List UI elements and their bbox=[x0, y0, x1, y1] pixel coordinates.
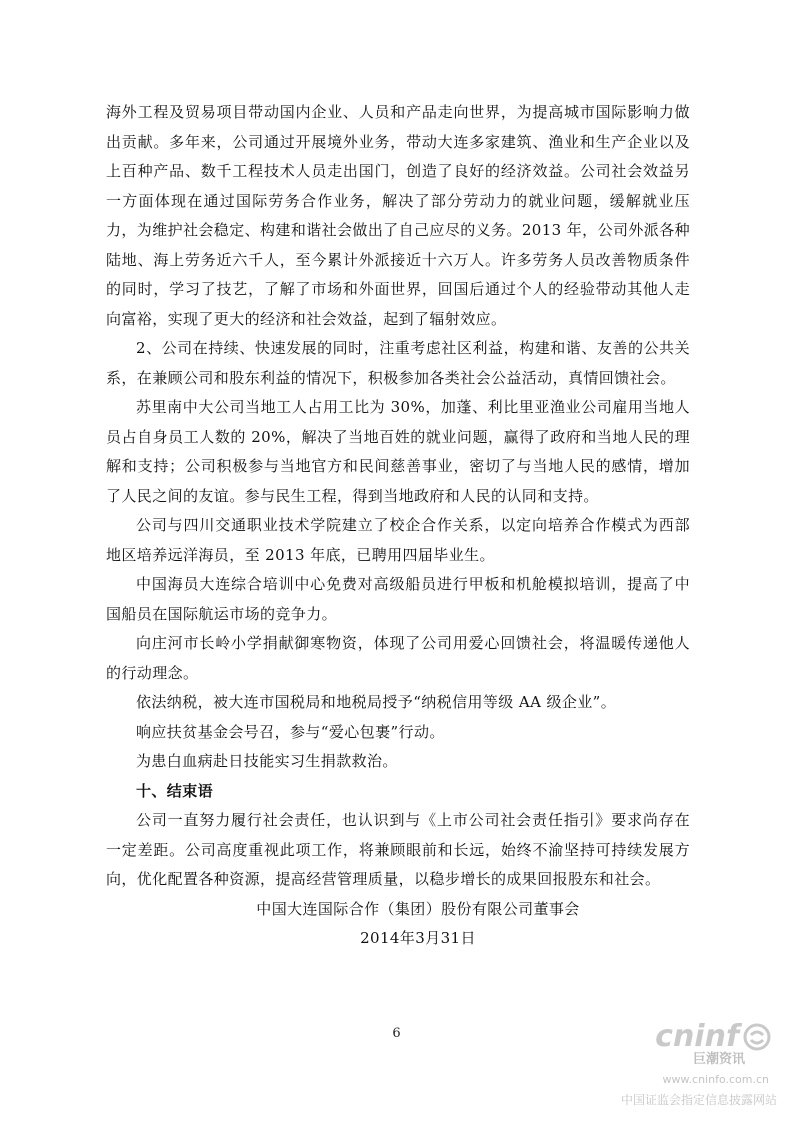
paragraph-school-donation: 向庄河市长岭小学捐献御寒物资，体现了公司用爱心回馈社会，将温暖传递他人的行动理念。 bbox=[106, 634, 690, 682]
paragraph-school-cooperation: 公司与四川交通职业技术学院建立了校企合作关系，以定向培养合作模式为西部地区培养远洋海员，至 2013 年底，已聘用四届毕业生。 bbox=[106, 516, 690, 564]
paragraph-suriname-employment: 苏里南中大公司当地工人占用工比为 30%，加蓬、利比里亚渔业公司雇用当地人员占自身员工人数的 20%，解决了当地百姓的就业问题，赢得了政府和当地人民的理解和支持；公司积极参与当地官方和民间慈善事业，密切了与当地人民的感情，增加了人民之间的友谊。参与民生工程，得到当地政府和人民的认同和支持。 bbox=[106, 398, 690, 505]
paragraph-leukemia-donation: 为患白血病赴日技能实习生捐款救治。 bbox=[136, 752, 398, 770]
paragraph-conclusion: 公司一直努力履行社会责任，也认识到与《上市公司社会责任指引》要求尚存在一定差距。公司高度重视此项工作，将兼顾眼前和长远，始终不渝坚持可持续发展方向，优化配置各种资源，提高经营管理质量，以稳步增长的成果回报股东和社会。 bbox=[106, 811, 690, 888]
paragraph-overseas-impact: 海外工程及贸易项目带动国内企业、人员和产品走向世界，为提高城市国际影响力做出贡献。多年来，公司通过开展境外业务，带动大连多家建筑、渔业和生产企业以及上百种产品、数千工程技术人员走出国门，创造了良好的经济效益。公司社会效益另一方面体现在通过国际劳务合作业务，解决了部分劳动力的就业问题，缓解就业压力，为维护社会稳定、构建和谐社会做出了自己应尽的义务。2013 年，公司外派各种陆地、海上劳务近六千人，至今累计外派接近十六万人。许多劳务人员改善物质条件的同时，学习了技艺，了解了市场和外面世界，回国后通过个人的经验带动其他人走向富裕，实现了更大的经济和社会效益，起到了辐射效应。 bbox=[106, 103, 690, 328]
signature-board: 中国大连国际合作（集团）股份有限公司董事会 bbox=[256, 899, 580, 918]
watermark-brand-cn: 巨潮资讯 bbox=[692, 1052, 745, 1067]
watermark-brand: cninf bbox=[655, 1019, 739, 1054]
section-heading-conclusion: 十、结束语 bbox=[136, 781, 214, 800]
paragraph-seafarer-training: 中国海员大连综合培训中心免费对高级船员进行甲板和机舱模拟培训，提高了中国船员在国际航运市场的竞争力。 bbox=[106, 575, 690, 623]
watermark-url: www.cninfo.com.cn bbox=[662, 1073, 769, 1086]
cninfo-logo-icon bbox=[743, 1023, 771, 1051]
signature-date: 2014年3月31日 bbox=[360, 929, 476, 947]
cninfo-watermark bbox=[571, 1019, 777, 1108]
document-body bbox=[106, 98, 690, 954]
paragraph-poverty-fund: 响应扶贫基金会号召，参与“爱心包裹”行动。 bbox=[136, 722, 445, 741]
watermark-slogan: 中国证监会指定信息披露网站 bbox=[620, 1093, 777, 1107]
page-number: 6 bbox=[392, 1026, 401, 1041]
watermark-logo-row bbox=[571, 1019, 771, 1054]
paragraph-tax-credit: 依法纳税，被大连市国税局和地税局授予“纳税信用等级 AA 级企业”。 bbox=[136, 693, 617, 711]
paragraph-community-interest: 2、公司在持续、快速发展的同时，注重考虑社区利益，构建和谐、友善的公共关系，在兼顾公司和股东利益的情况下，积极参加各类社会公益活动，真情回馈社会。 bbox=[106, 339, 690, 387]
